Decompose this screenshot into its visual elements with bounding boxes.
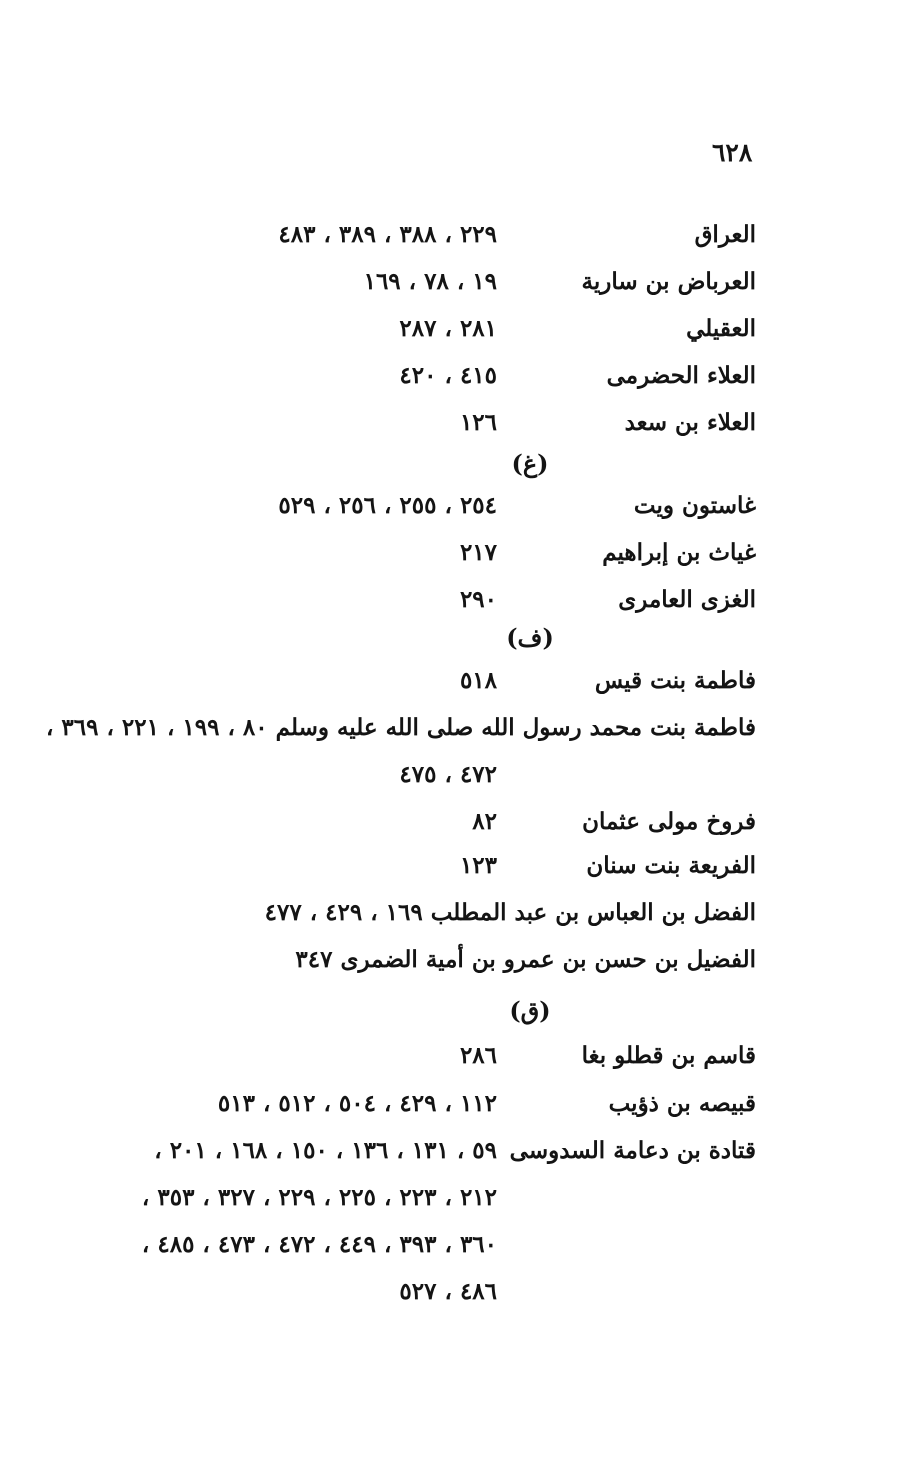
index-entry — [80, 1084, 780, 1124]
section-heading-qaf: (ق) — [509, 996, 551, 1025]
section-heading-ghain: (غ) — [511, 449, 549, 478]
index-entry — [80, 802, 780, 842]
index-entry — [80, 1036, 780, 1076]
index-entry — [80, 262, 780, 302]
index-entry — [80, 661, 780, 701]
entry-name: قاسم بن قطلو بغا — [581, 1042, 756, 1069]
entry-pages: ٥١٨ — [459, 667, 497, 694]
entry-name: قبيصه بن ذؤيب — [608, 1090, 756, 1117]
entry-pages: ١١٢ ، ٤٢٩ ، ٥٠٤ ، ٥١٢ ، ٥١٣ — [217, 1090, 497, 1117]
index-entry — [80, 309, 780, 349]
index-entry-long — [45, 708, 780, 748]
index-entry-continuation — [80, 1272, 780, 1312]
index-entry — [80, 403, 780, 443]
index-entry-continuation — [80, 1225, 780, 1265]
entry-name: غياث بن إبراهيم — [602, 539, 756, 566]
entry-pages: ٥٩ ، ١٣١ ، ١٣٦ ، ١٥٠ ، ١٦٨ ، ٢٠١ ، — [154, 1137, 497, 1164]
entry-pages: ١٩ ، ٧٨ ، ١٦٩ — [363, 268, 497, 295]
index-entry — [80, 486, 780, 526]
entry-text: الفضل بن العباس بن عبد المطلب ١٦٩ ، ٤٢٩ ، ٤٧٧ — [264, 899, 756, 926]
entry-pages: ١٢٦ — [459, 409, 497, 436]
index-entry-long — [80, 940, 780, 980]
entry-name: قتادة بن دعامة السدوسى — [509, 1137, 756, 1164]
entry-pages: ٢٥٤ ، ٢٥٥ ، ٢٥٦ ، ٥٢٩ — [278, 492, 497, 519]
entry-text: الفضيل بن حسن بن عمرو بن أمية الضمرى ٣٤٧ — [295, 946, 756, 973]
entry-name: فروخ مولى عثمان — [582, 808, 756, 835]
index-entry-continuation — [80, 755, 780, 795]
index-entry — [80, 356, 780, 396]
entry-name: الغزى العامرى — [618, 586, 756, 613]
entry-pages: ٤٧٢ ، ٤٧٥ — [399, 761, 497, 788]
index-entry-continuation — [80, 1178, 780, 1218]
entry-name: الفريعة بنت سنان — [586, 852, 756, 879]
entry-pages: ٤١٥ ، ٤٢٠ — [399, 362, 497, 389]
entry-pages: ٢٨١ ، ٢٨٧ — [399, 315, 497, 342]
entry-text: فاطمة بنت محمد رسول الله صلى الله عليه وسلم ٨٠ ، ١٩٩ ، ٢٢١ ، ٣٦٩ ، — [45, 714, 756, 741]
index-entry — [80, 215, 780, 255]
entry-pages: ٢٩٠ — [459, 586, 497, 613]
entry-name: العرباض بن سارية — [581, 268, 756, 295]
page-number: ٦٢٨ — [712, 138, 753, 167]
entry-name: العلاء بن سعد — [624, 409, 756, 436]
entry-pages: ١٢٣ — [459, 852, 497, 879]
entry-name: العقيلي — [686, 315, 756, 342]
entry-pages: ٢٨٦ — [459, 1042, 497, 1069]
index-entry-long — [80, 893, 780, 933]
entry-pages: ٣٦٠ ، ٣٩٣ ، ٤٤٩ ، ٤٧٢ ، ٤٧٣ ، ٤٨٥ ، — [141, 1231, 497, 1258]
entry-pages: ٢٢٩ ، ٣٨٨ ، ٣٨٩ ، ٤٨٣ — [278, 221, 497, 248]
entry-name: غاستون ويت — [633, 492, 756, 519]
entry-pages: ٢١٢ ، ٢٢٣ ، ٢٢٥ ، ٢٢٩ ، ٣٢٧ ، ٣٥٣ ، — [141, 1184, 497, 1211]
index-entry — [80, 846, 780, 886]
entry-name: العلاء الحضرمى — [606, 362, 756, 389]
entry-pages: ٤٨٦ ، ٥٢٧ — [399, 1278, 497, 1305]
index-entry — [80, 1131, 780, 1171]
index-entry — [80, 580, 780, 620]
entry-pages: ٨٢ — [472, 808, 497, 835]
entry-pages: ٢١٧ — [459, 539, 497, 566]
section-heading-fa: (ف) — [506, 623, 554, 652]
index-entry — [80, 533, 780, 573]
entry-name: العراق — [694, 221, 756, 248]
entry-name: فاطمة بنت قيس — [594, 667, 756, 694]
